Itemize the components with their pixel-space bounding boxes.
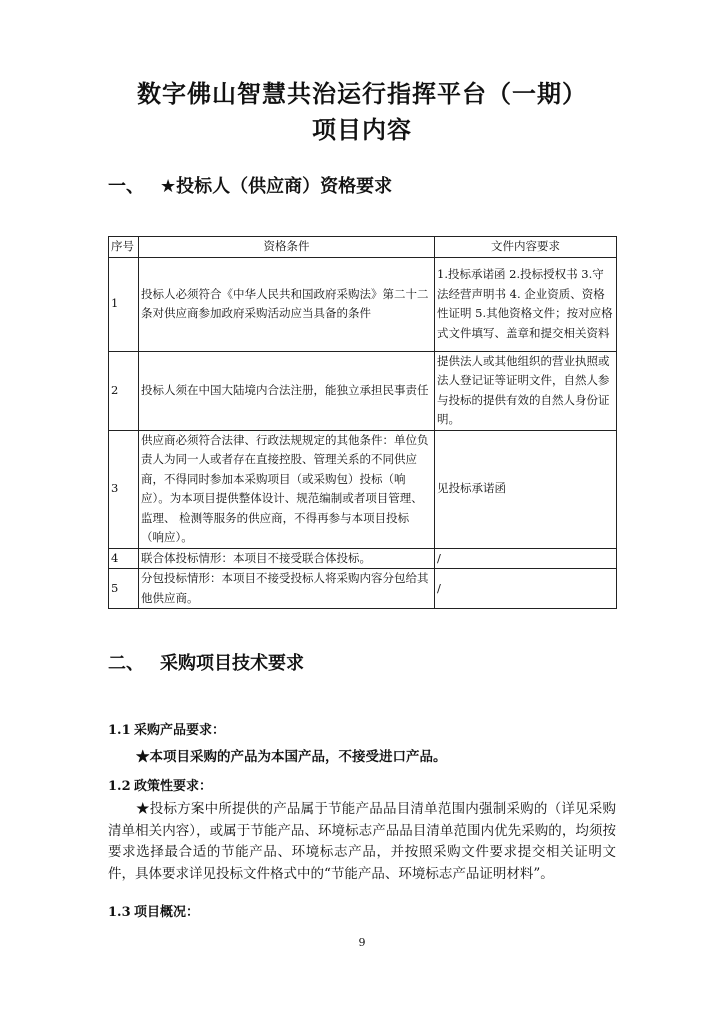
section-1-heading <box>108 172 392 198</box>
row-no: 3 <box>109 430 139 548</box>
subsection-1-1-heading <box>108 719 225 738</box>
row-condition: 投标人须在中国大陆境内合法注册，能独立承担民事责任 <box>139 351 435 430</box>
row-condition: 分包投标情形：本项目不接受投标人将采购内容分包给其他供应商。 <box>139 569 435 609</box>
subsection-1-2-heading <box>108 775 212 794</box>
section-2-title: 采购项目技术要求 <box>160 653 304 674</box>
section-1-number: 一、 <box>108 176 144 197</box>
document-title-line1: 数字佛山智慧共治运行指挥平台（一期） <box>137 80 587 108</box>
row-docs: 1.投标承诺函 2.投标授权书 3.守法经营声明书 4. 企业资质、资格性证明 5.其他资格文件；按对应格式文件填写、盖章和提交相关资料 <box>435 257 617 351</box>
section-1-title: ★投标人（供应商）资格要求 <box>160 176 393 197</box>
row-condition: 供应商必须符合法律、行政法规规定的其他条件：单位负责人为同一人或者存在直接控股、管理关系的不同供应商，不得同时参加本采购项目（或采购包）投标（响应）。为本项目提供整体设计、规范编制或者项目管理、监理、 检测等服务的供应商，不得再参与本项目投标（响应）。 <box>139 430 435 548</box>
row-no: 4 <box>109 548 139 569</box>
subsection-1-1-number: 1.1 <box>108 723 131 738</box>
subsection-1-3-title: 项目概况： <box>134 905 200 920</box>
subsection-1-2-number: 1.2 <box>108 779 131 794</box>
row-docs: 提供法人或其他组织的营业执照或法人登记证等证明文件，自然人参与投标的提供有效的自然人身份证明。 <box>435 351 617 430</box>
table-row <box>109 569 617 609</box>
section-2-number: 二、 <box>108 653 144 674</box>
table-row <box>109 548 617 569</box>
subsection-1-2-title: 政策性要求： <box>134 779 213 794</box>
header-docs: 文件内容要求 <box>435 237 617 258</box>
table-row <box>109 430 617 548</box>
section-2-heading <box>108 649 304 675</box>
header-no: 序号 <box>109 237 139 258</box>
row-no: 5 <box>109 569 139 609</box>
subsection-1-3-heading <box>108 901 199 920</box>
subsection-1-3-number: 1.3 <box>108 905 131 920</box>
row-docs: / <box>435 569 617 609</box>
row-docs: 见投标承诺函 <box>435 430 617 548</box>
row-no: 1 <box>109 257 139 351</box>
domestic-product-requirement: ★本项目采购的产品为本国产品，不接受进口产品。 <box>136 749 447 765</box>
policy-requirement-paragraph: ★投标方案中所提供的产品属于节能产品品目清单范围内强制采购的（详见采购清单相关内容），或属于节能产品、环境标志产品品目清单范围内优先采购的，均须按要求选择最合适的节能产品、环境标志产品，并按照采购文件要求提交相关证明文件，具体要求详见投标文件格式中的“节能产品、环境标志产品证明材料”。 <box>108 801 616 882</box>
qualification-table <box>108 236 617 609</box>
header-condition: 资格条件 <box>139 237 435 258</box>
table-header-row <box>109 237 617 258</box>
subsection-1-1-title: 采购产品要求： <box>134 723 226 738</box>
row-condition: 联合体投标情形：本项目不接受联合体投标。 <box>139 548 435 569</box>
page-number: 9 <box>358 936 366 949</box>
row-docs: / <box>435 548 617 569</box>
row-no: 2 <box>109 351 139 430</box>
table-row <box>109 351 617 430</box>
document-title-line2: 项目内容 <box>312 116 412 144</box>
table-row <box>109 257 617 351</box>
row-condition: 投标人必须符合《中华人民共和国政府采购法》第二十二条对供应商参加政府采购活动应当具备的条件 <box>139 257 435 351</box>
